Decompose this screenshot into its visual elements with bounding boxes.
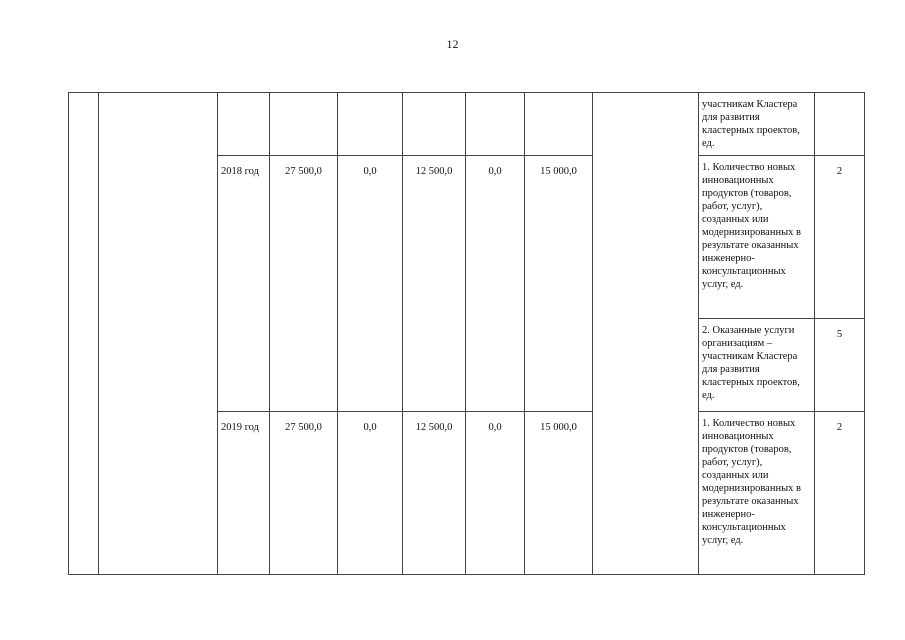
extrabudgetary-cell: 15 000,0: [525, 156, 593, 412]
total-amount-cell: 27 500,0: [270, 156, 338, 412]
local-budget-cell: [466, 93, 525, 156]
federal-budget-cell: [338, 93, 403, 156]
regional-budget-cell: [403, 93, 466, 156]
extrabudgetary-cell: [525, 93, 593, 156]
extrabudgetary-cell: 15 000,0: [525, 412, 593, 575]
regional-budget-cell: 12 500,0: [403, 412, 466, 575]
page-number: 12: [446, 37, 459, 51]
budget-table: [68, 92, 865, 575]
table-row: [69, 93, 865, 156]
year-cell: 2018 год: [218, 156, 270, 412]
indicator-value-cell: [815, 93, 865, 156]
indicator-name-cell: 2. Оказанные услуги организациям – участникам Кластера для развития кластерных проектов, ед.: [699, 319, 815, 412]
year-cell: [218, 93, 270, 156]
indicator-name-cell: 1. Количество новых инновационных продуктов (товаров, работ, услуг), созданных или модернизированных в результате оказанных инженерно-консультационных услуг, ед.: [699, 156, 815, 319]
event-name-cell: [99, 93, 218, 575]
executor-cell: [593, 93, 699, 575]
indicator-name-cell: участникам Кластера для развития кластерных проектов, ед.: [699, 93, 815, 156]
total-amount-cell: 27 500,0: [270, 412, 338, 575]
federal-budget-cell: 0,0: [338, 412, 403, 575]
indicator-value-cell: 2: [815, 156, 865, 319]
indicator-value-cell: 5: [815, 319, 865, 412]
number-cell: [69, 93, 99, 575]
local-budget-cell: 0,0: [466, 156, 525, 412]
federal-budget-cell: 0,0: [338, 156, 403, 412]
indicator-value-cell: 2: [815, 412, 865, 575]
year-cell: 2019 год: [218, 412, 270, 575]
local-budget-cell: 0,0: [466, 412, 525, 575]
total-amount-cell: [270, 93, 338, 156]
regional-budget-cell: 12 500,0: [403, 156, 466, 412]
indicator-name-cell: 1. Количество новых инновационных продуктов (товаров, работ, услуг), созданных или модернизированных в результате оказанных инженерно-консультационных услуг, ед.: [699, 412, 815, 575]
